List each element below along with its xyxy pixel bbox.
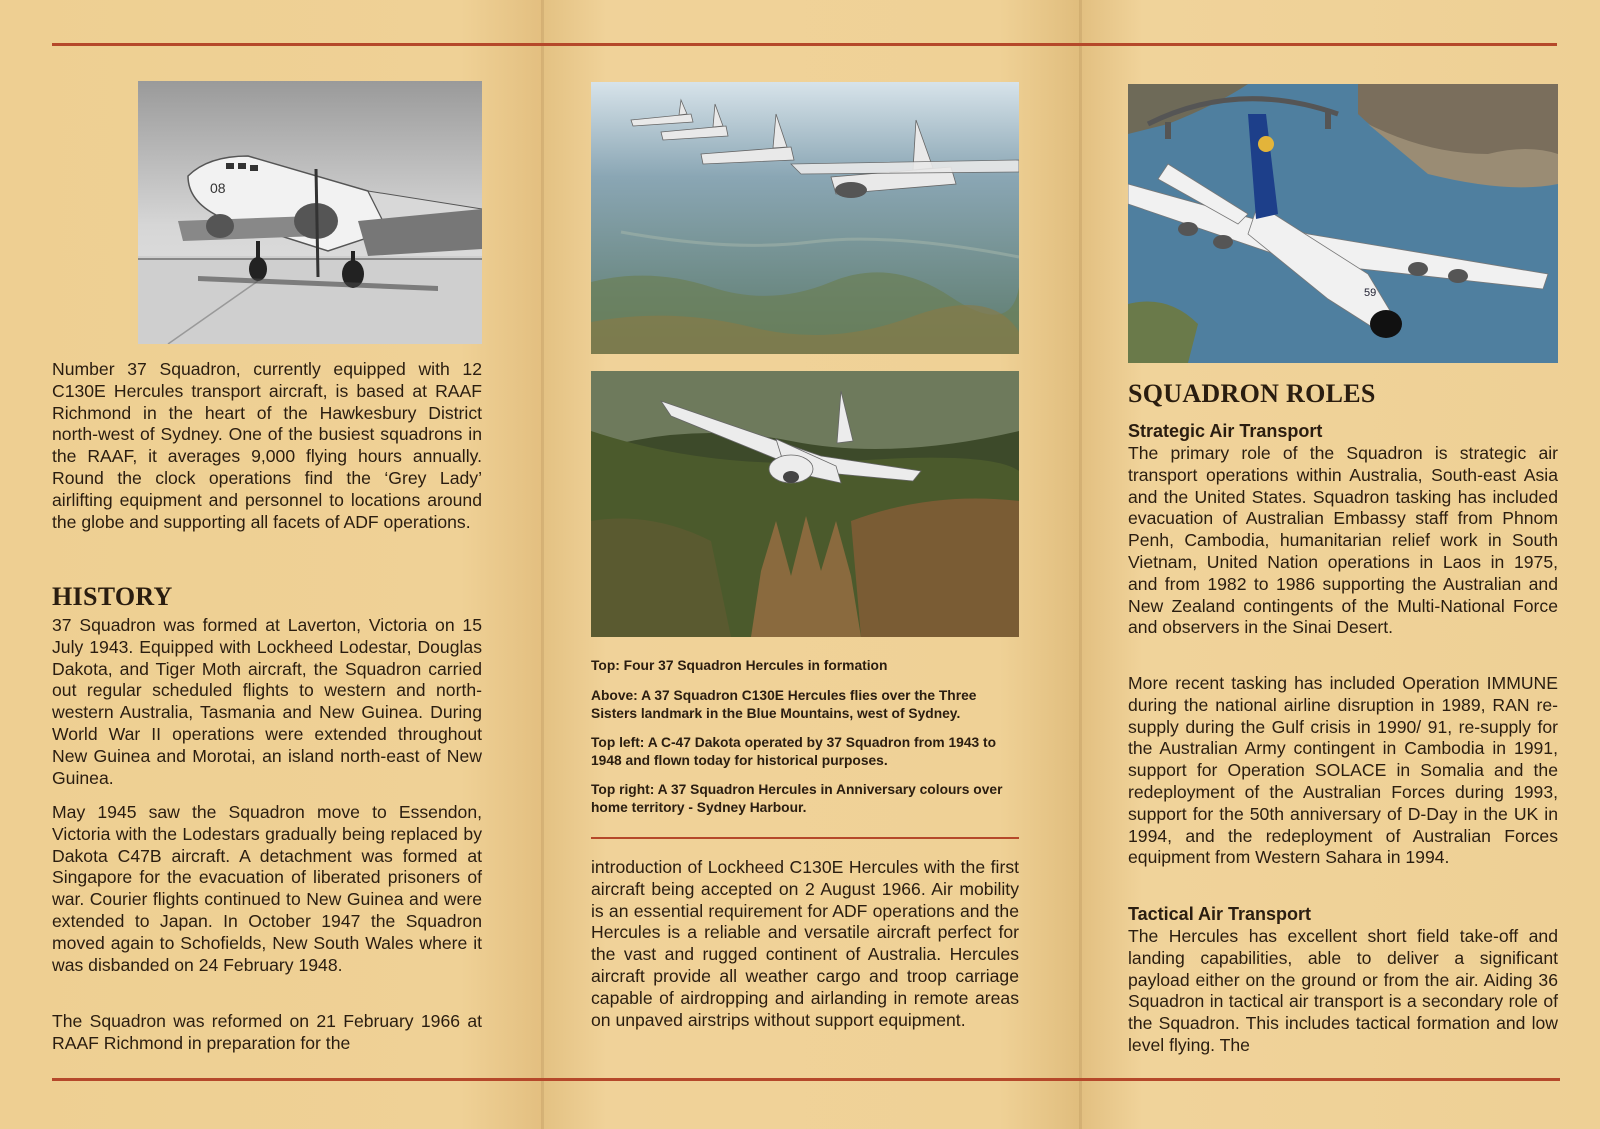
fold-line-right [1079,0,1082,1129]
fold-line-left [541,0,544,1129]
sydney-harbour-photo [1128,84,1558,363]
top-rule [52,43,1557,46]
strategic-paragraph-2: More recent tasking has included Operation IMMUNE during the national airline disruption in 1989, RAN re-supply during the Gulf crisis in 1990/ 91, re-supply for the Australian Army contingent in Cambodia in 1991, support for Operation SOLACE in Somalia and the redeployment of the Australian Forces during 1993, support for the 50th anniversary of D-Day in the UK in 1994, and the redeployment of Australian Forces equipment from Western Sahara in 1994. [1128,673,1558,868]
dakota-photo [138,81,482,344]
caption-top-left: Top left: A C-47 Dakota operated by 37 Squadron from 1943 to 1948 and flown today for historical purposes. [591,735,997,768]
caption-above: Above: A 37 Squadron C130E Hercules flies over the Three Sisters landmark in the Blue Mountains, west of Sydney. [591,688,977,721]
aircraft-marking: 08 [210,180,226,196]
tactical-heading: Tactical Air Transport [1128,904,1312,924]
tactical-paragraph-1: The Hercules has excellent short field take-off and landing capabilities, able to deliver a significant payload either on the ground or from the air. Aiding 36 Squadron in tactical air transport is a secondary role of the Squadron. This includes tactical formation and low level flying. The [1128,926,1558,1055]
squadron-roles-heading: SQUADRON ROLES [1128,379,1376,408]
history-paragraph-2: May 1945 saw the Squadron move to Essendon, Victoria with the Lodestars gradually being replaced by Dakota C47B aircraft. A detachment was formed at Singapore for the evacuation of liberated prisoners of war. Courier flights continued to New Guinea and were extended to Japan. In October 1947 the Squadron moved again to Schofields, New South Wales where it was disbanded on 24 February 1948. [52,802,482,975]
tail-number: 59 [1364,287,1377,299]
continuation-paragraph: introduction of Lockheed C130E Hercules with the first aircraft being accepted on 2 August 1966. Air mobility is an essential requirement for ADF operations and the Hercules is a reliable and versatile aircraft perfect for the vast and rugged continent of Australia. Hercules aircraft provide all weather cargo and troop carriage capable of airdropping and airlanding in remote areas on unpaved airstrips without support equipment. [591,857,1019,1030]
caption-top: Top: Four 37 Squadron Hercules in formation [591,658,888,673]
history-heading: HISTORY [52,582,173,611]
history-paragraph-3: The Squadron was reformed on 21 February 1966 at RAAF Richmond in preparation for the [52,1011,482,1053]
strategic-heading: Strategic Air Transport [1128,421,1323,441]
formation-photo [591,82,1019,354]
intro-paragraph: Number 37 Squadron, currently equipped with 12 C130E Hercules transport aircraft, is based at RAAF Richmond in the heart of the Hawkesbury District north-west of Sydney. One of the busiest squadrons in the RAAF, it averages 9,000 flying hours annually. Round the clock operations find the ‘Grey Lady’ airlifting equipment and personnel to locations around the globe and supporting all facets of ADF operations. [52,359,482,532]
caption-top-right: Top right: A 37 Squadron Hercules in Anniversary colours over home territory - Sydney Harbour. [591,782,1003,815]
bottom-rule [52,1078,1560,1081]
three-sisters-photo [591,371,1019,637]
history-paragraph-1: 37 Squadron was formed at Laverton, Victoria on 15 July 1943. Equipped with Lockheed Lodestar, Douglas Dakota, and Tiger Moth aircraft, the Squadron carried out regular scheduled flights to western and north-western Australia, Tasmania and New Guinea. During World War II operations were extended throughout New Guinea and Morotai, an island north-east of New Guinea. [52,615,482,788]
strategic-paragraph-1: The primary role of the Squadron is strategic air transport operations within Australia, South-east Asia and the United States. Squadron tasking has included evacuation of Australian Embassy staff from Phnom Penh, Cambodia, humanitarian relief work in South Vietnam, United Nation operations in Laos in 1975, and from 1982 to 1986 supporting the Australian and New Zealand contingents of the Multi-National Force and observers in the Sinai Desert. [1128,443,1558,638]
caption-divider [591,837,1019,839]
